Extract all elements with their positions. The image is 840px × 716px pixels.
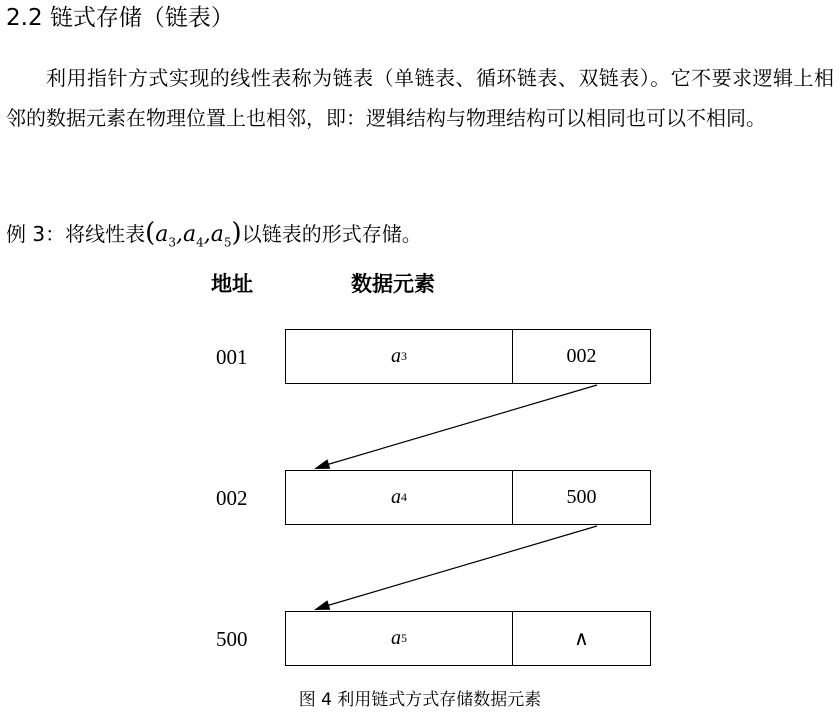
node-address: 002 xyxy=(216,486,248,510)
node-data-sub: 4 xyxy=(401,490,407,504)
pointer-arrow-head xyxy=(314,600,330,610)
list-sub: 5 xyxy=(223,235,232,250)
node-address: 500 xyxy=(216,627,248,651)
address-column-header: 地址 xyxy=(211,272,253,296)
node-address: 001 xyxy=(216,345,248,369)
element-column-header: 数据元素 xyxy=(351,272,435,296)
example-prefix: 例 3：将线性表 xyxy=(6,222,146,246)
section-heading: 2.2 链式存储（链表） xyxy=(6,5,234,31)
list-sub: 4 xyxy=(196,235,204,250)
pointer-arrow-head xyxy=(314,459,330,469)
node-pointer-cell: 002 xyxy=(566,345,597,367)
list-sub: 3 xyxy=(168,235,177,250)
node-data-var: a xyxy=(391,345,401,367)
pointer-arrow-line xyxy=(326,385,597,465)
close-paren: ) xyxy=(231,218,242,248)
node-data-var: a xyxy=(391,486,401,508)
list-var: a xyxy=(183,222,197,247)
node-pointer-cell: 500 xyxy=(566,486,597,508)
pointer-arrow-line xyxy=(326,526,597,606)
list-var: a xyxy=(155,222,169,247)
node-data-sub: 5 xyxy=(401,631,407,645)
figure-caption: 图 4 利用链式方式存储数据元素 xyxy=(298,690,542,710)
node-pointer-cell: ∧ xyxy=(574,628,589,650)
open-paren: ( xyxy=(145,218,156,248)
node-data-var: a xyxy=(391,627,401,649)
example-suffix: 以链表的形式存储。 xyxy=(241,222,422,246)
list-comma: , xyxy=(203,222,211,247)
list-comma: , xyxy=(176,222,184,247)
node-data-sub: 3 xyxy=(401,349,407,363)
body-paragraph: 利用指针方式实现的线性表称为链表（单链表、循环链表、双链表）。它不要求逻辑上相邻的数据元素在物理位置上也相邻，即：逻辑结构与物理结构可以相同也可以不相同。 xyxy=(6,66,834,130)
list-var: a xyxy=(210,222,224,247)
